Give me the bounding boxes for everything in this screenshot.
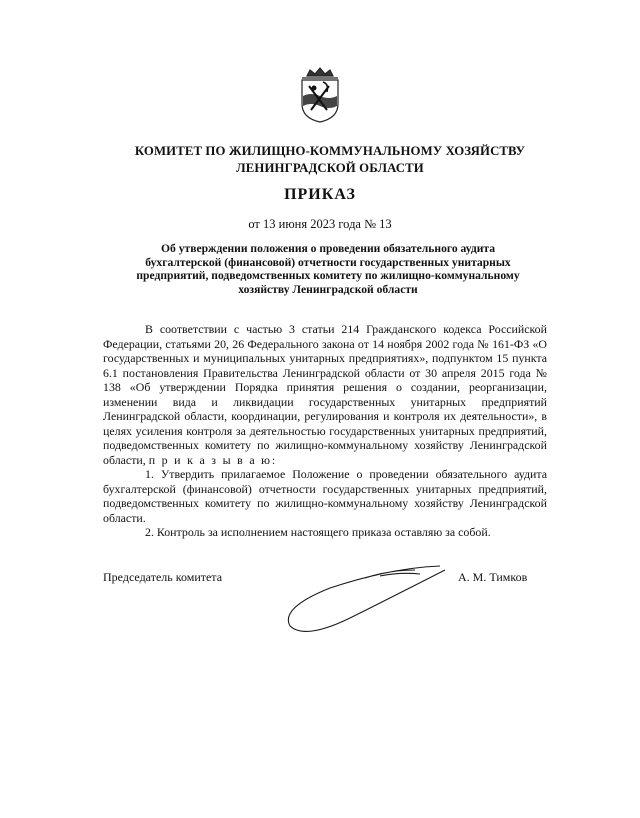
document-subject [128,242,528,297]
order-item-2: 2. Контроль за исполнением настоящего приказа оставляю за собой. [145,525,491,539]
preamble-text: В соответствии с частью 3 статьи 214 Гражданского кодекса Российской Федерации, статьями 20, 26 Федерального закона от 14 ноября 2002 года № 161-ФЗ «О государственных и муниципальных унитарных предприятиях», подпунктом 15 пункта 6.1 постановления Правительства Ленинградской области от 30 апреля 2015 года № 138 «Об утверждении Порядка принятия решения о создании, реорганизации, изменении вида и ликвидации государственных унитарных предприятий Ленинградской области, координации, регулирования и контроля их деятельности», в целях усиления контроля за деятельностью государственных унитарных предприятий, подведомственных комитету по жилищно-коммунальному хозяйству Ленинградской области, [103,322,547,467]
authority-line-1: КОМИТЕТ ПО ЖИЛИЩНО-КОММУНАЛЬНОМУ ХОЗЯЙСТВУ [134,144,526,158]
handwritten-signature-icon [270,548,470,638]
coat-of-arms-icon [299,66,341,124]
document-body [103,322,547,540]
preamble-paragraph [103,322,547,467]
order-word: п р и к а з ы в а ю: [148,452,277,467]
authority-line-2: ЛЕНИНГРАДСКОЙ ОБЛАСТИ [236,161,424,175]
issuing-authority [80,143,580,177]
document-type-title: ПРИКАЗ [284,186,356,203]
signer-name: А. М. Тимков [458,570,528,584]
subject-line-3: предприятий, подведомственных комитету по жилищно-коммунальному [136,269,520,283]
subject-line-2: бухгалтерской (финансовой) отчетности государственных унитарных [145,255,511,269]
order-item-1: 1. Утвердить прилагаемое Положение о проведении обязательного аудита бухгалтерской (финансовой) отчетности государственных унитарных предприятий, подведомственных комитету по жилищно-коммунальному хозяйству Ленинградской области. [103,467,547,525]
document-date-number: от 13 июня 2023 года № 13 [248,217,392,231]
signer-position: Председатель комитета [103,570,223,584]
subject-line-4: хозяйству Ленинградской области [238,283,418,297]
subject-line-1: Об утверждении положения о проведении обязательного аудита [160,242,496,255]
